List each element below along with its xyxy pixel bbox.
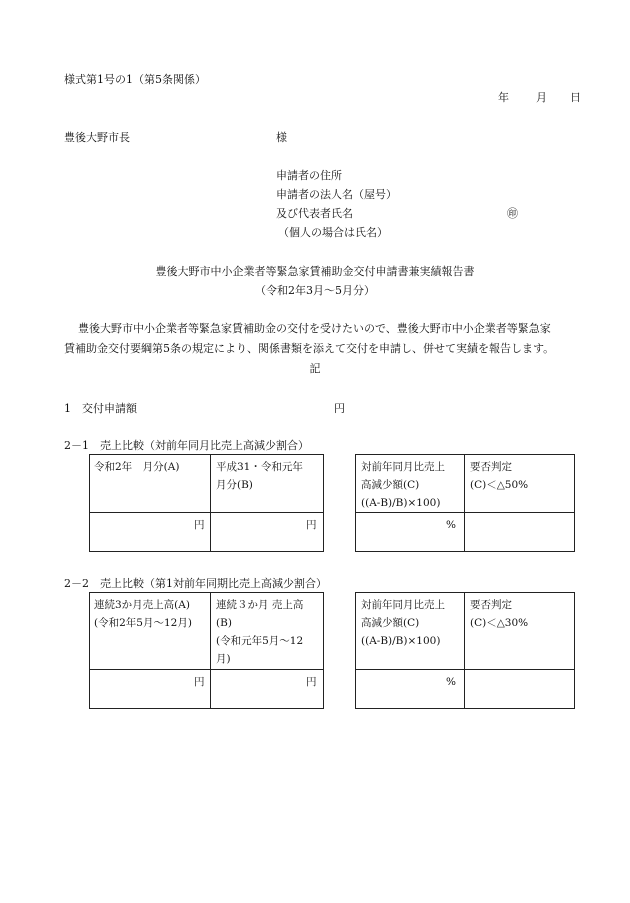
sales-table-21-divider [210,454,211,552]
judge21-label: 要否判定 [470,461,512,473]
sales-table-21-row-divider [89,512,324,513]
ratio-table-21-row-divider [355,512,575,513]
body-line-2: 賃補助金交付要綱第5条の規定により、関係書類を添えて交付を申請し、併せて実績を報告します。 [64,342,555,355]
sales-table-22-divider [210,592,211,709]
sales22-col-b-label-2: (B) [216,617,232,629]
ki-mark: 記 [309,362,321,375]
ratio-table-22-row-divider [355,669,575,670]
body-line-1: 豊後大野市中小企業者等緊急家賃補助金の交付を受けたいので、豊後大野市中小企業者等緊急家 [78,322,551,335]
sales21-col-a-label: 令和2年 月分(A) [94,461,180,473]
section-22-heading: 2－2 売上比較（第1対前年同期比売上高減少割合） [64,577,327,590]
item1-unit: 円 [334,402,345,415]
ratio22-label-3: ((A-B)/B)×100) [361,635,441,647]
judge22-label: 要否判定 [470,599,512,611]
document-subtitle: （令和2年3月～5月分） [255,284,375,297]
applicant-rep-label: 及び代表者氏名 [276,207,353,220]
applicant-note: （個人の場合は氏名） [278,226,388,239]
applicant-address-label: 申請者の住所 [276,169,342,182]
sales22-col-a-label-1: 連続3か月売上高(A) [94,599,190,611]
applicant-corp-label: 申請者の法人名（屋号） [276,188,397,201]
section-21-heading: 2－1 売上比較（対前年同月比売上高減少割合） [64,439,309,452]
date-month: 月 [536,91,547,104]
judge21-criterion: (C)＜△50% [470,479,529,491]
ratio22-label-2: 高減少額(C) [361,617,420,629]
sales22-col-b-label-1: 連続３か月 売上高 [216,599,304,611]
addressee-honorific: 様 [276,131,287,144]
sales21-yen-a: 円 [194,519,205,531]
sales21-yen-b: 円 [306,519,317,531]
document-title: 豊後大野市中小企業者等緊急家賃補助金交付申請書兼実績報告書 [155,265,475,278]
ratio22-label-1: 対前年同月比売上 [361,599,445,611]
judge22-criterion: (C)＜△30% [470,617,529,629]
sales21-col-b-label-1: 平成31・令和元年 [216,461,303,473]
item1-label: 1 交付申請額 [64,402,137,415]
ratio21-percent: % [446,519,456,531]
sales22-yen-a: 円 [194,676,205,688]
sales22-yen-b: 円 [306,676,317,688]
sales-table-22-row-divider [89,669,324,670]
sales21-col-b-label-2: 月分(B) [216,479,253,491]
date-year: 年 [498,91,509,104]
ratio-table-22-divider [464,592,465,709]
ratio21-label-1: 対前年同月比売上 [361,461,445,473]
sales22-col-b-label-3: (令和元年5月～12 [216,635,304,647]
ratio21-label-2: 高減少額(C) [361,479,420,491]
seal-mark: ㊞ [507,207,518,220]
addressee-name: 豊後大野市長 [64,131,130,144]
ratio21-label-3: ((A-B)/B)×100) [361,497,441,509]
sales22-col-a-label-2: (令和2年5月～12月) [94,617,192,629]
ratio-table-21-divider [464,454,465,552]
date-day: 日 [570,91,581,104]
sales22-col-b-label-4: 月) [216,653,231,665]
ratio22-percent: % [446,676,456,688]
form-number: 様式第1号の1（第5条関係） [64,73,206,86]
